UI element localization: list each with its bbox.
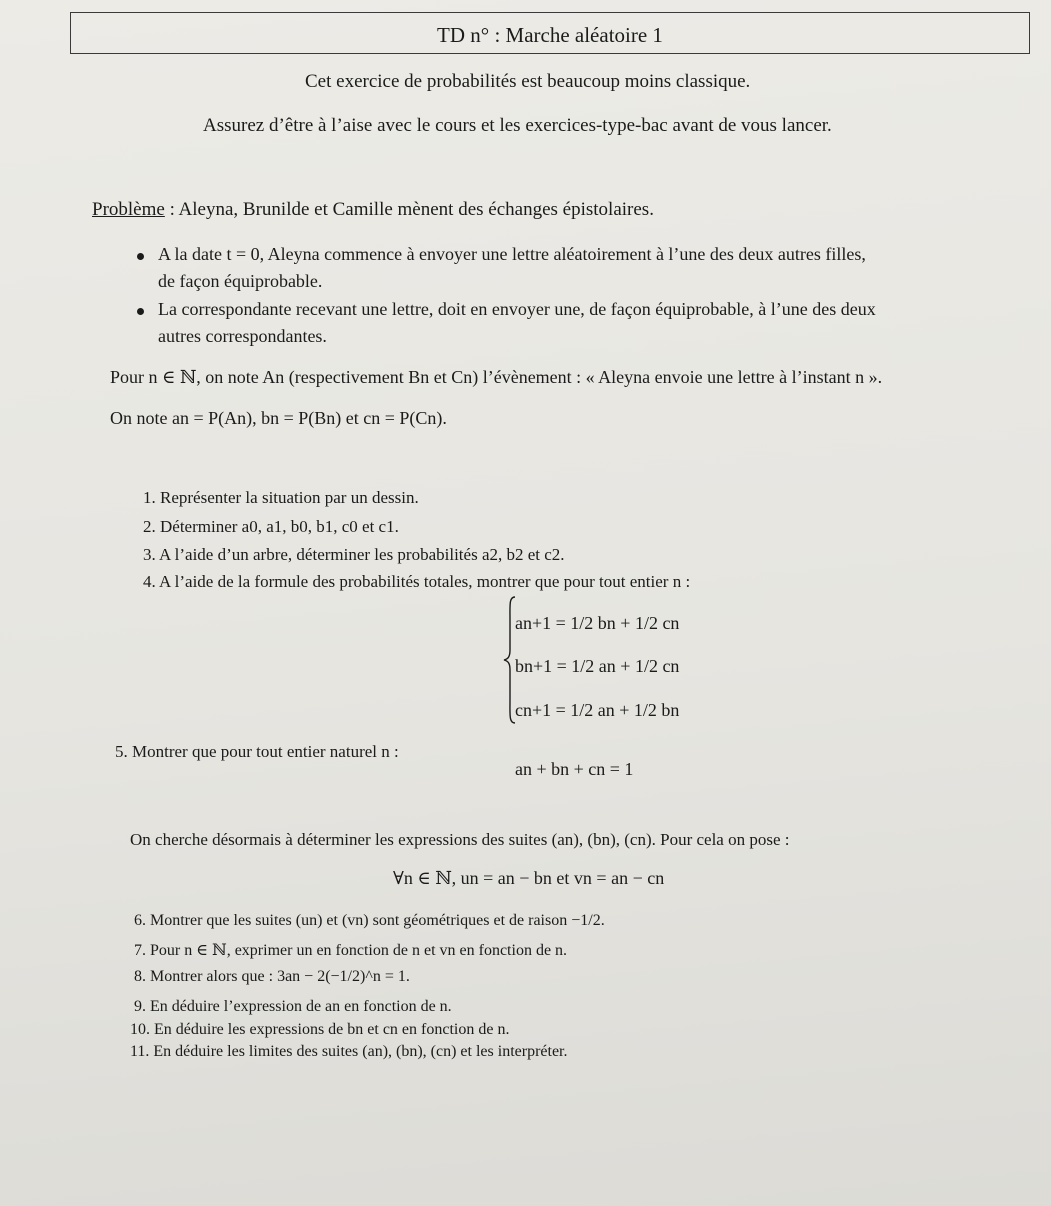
system-equation-b: bn+1 = 1/2 an + 1/2 cn: [515, 655, 680, 676]
question-1: 1. Représenter la situation par un dessin.: [143, 488, 419, 507]
question-7: 7. Pour n ∈ ℕ, exprimer un en fonction de n et vn en fonction de n.: [134, 942, 568, 959]
bullet-1-line-2: de façon équiprobable.: [158, 271, 323, 291]
system-equation-a: an+1 = 1/2 bn + 1/2 cn: [515, 612, 680, 633]
title-box: [70, 12, 1030, 54]
system-equation-c: cn+1 = 1/2 an + 1/2 bn: [515, 699, 680, 720]
problem-label: Problème: [92, 199, 165, 220]
question-8: 8. Montrer alors que : 3an − 2(−1/2)^n = 1.: [134, 968, 410, 985]
bullet-1-line-1: A la date t = 0, Aleyna commence à envoyer une lettre aléatoirement à l’une des deux autres filles,: [158, 244, 866, 264]
notation-probabilities: On note an = P(An), bn = P(Bn) et cn = P(Cn).: [110, 408, 447, 428]
question-11: 11. En déduire les limites des suites (an), (bn), (cn) et les interpréter.: [130, 1043, 568, 1060]
intro-line-2: Assurez d’être à l’aise avec le cours et les exercices-type-bac avant de vous lancer.: [203, 115, 832, 136]
bullet-2-line-2: autres correspondantes.: [158, 326, 327, 346]
question-3: 3. A l’aide d’un arbre, déterminer les probabilités a2, b2 et c2.: [143, 545, 565, 564]
bullet-marker: [137, 308, 144, 315]
worksheet-title: TD n° : Marche aléatoire 1: [437, 23, 663, 47]
intro-line-1: Cet exercice de probabilités est beaucoup moins classique.: [305, 71, 751, 92]
bullet-2-line-1: La correspondante recevant une lettre, doit en envoyer une, de façon équiprobable, à l’une des deux: [158, 299, 876, 319]
problem-heading-text: : Aleyna, Brunilde et Camille mènent des échanges épistolaires.: [164, 199, 654, 220]
notation-events: Pour n ∈ ℕ, on note An (respectivement Bn et Cn) l’évènement : « Aleyna envoie une lettre à l’instant n ».: [110, 367, 883, 387]
sequence-definition: ∀n ∈ ℕ, un = an − bn et vn = an − cn: [393, 868, 665, 888]
bullet-marker: [137, 253, 144, 260]
sum-identity: an + bn + cn = 1: [515, 759, 634, 779]
question-5: 5. Montrer que pour tout entier naturel n :: [115, 742, 399, 761]
question-2: 2. Déterminer a0, a1, b0, b1, c0 et c1.: [143, 517, 399, 536]
part2-intro: On cherche désormais à déterminer les expressions des suites (an), (bn), (cn). Pour cela on pose :: [130, 830, 790, 849]
problem-heading: [92, 199, 654, 221]
question-6: 6. Montrer que les suites (un) et (vn) sont géométriques et de raison −1/2.: [134, 912, 605, 929]
question-4: 4. A l’aide de la formule des probabilités totales, montrer que pour tout entier n :: [143, 572, 691, 591]
question-10: 10. En déduire les expressions de bn et cn en fonction de n.: [130, 1021, 510, 1038]
question-9: 9. En déduire l’expression de an en fonction de n.: [134, 998, 452, 1015]
